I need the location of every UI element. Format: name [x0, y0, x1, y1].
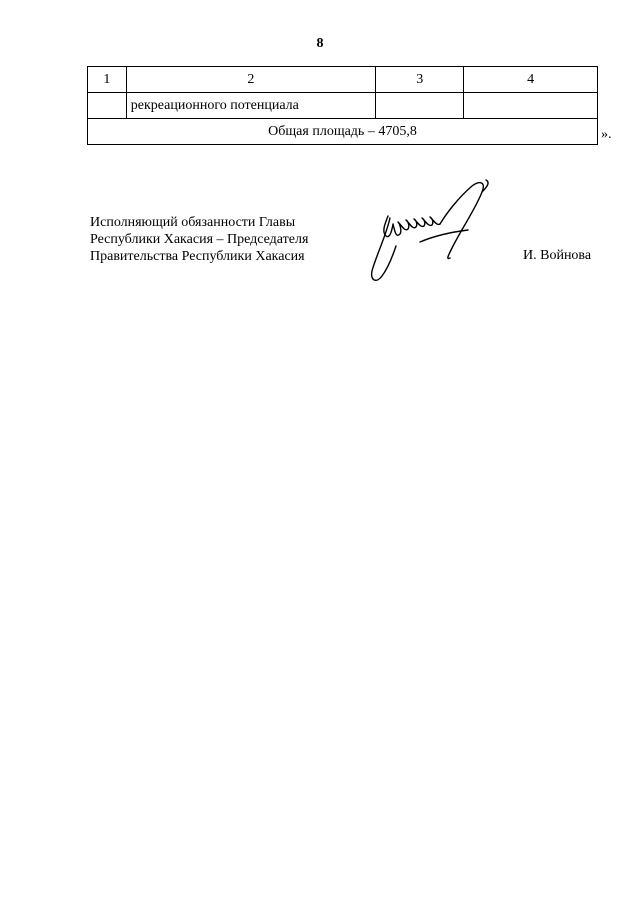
signer-name: И. Войнова [523, 248, 592, 263]
handwritten-signature [362, 176, 502, 291]
table-total-row [88, 119, 598, 145]
total-area: Общая площадь – 4705,8 [88, 119, 598, 145]
table-cell: рекреационного потенциала [126, 93, 375, 119]
table-row [88, 93, 598, 119]
table-header-row [88, 67, 598, 93]
table-header-cell: 3 [376, 67, 464, 93]
signer-title-line: Исполняющий обязанности Главы [90, 215, 296, 230]
table-cell [464, 93, 598, 119]
table-header-cell: 1 [88, 67, 127, 93]
signer-title-line: Правительства Республики Хакасия [90, 249, 305, 264]
page-number: 8 [316, 36, 324, 51]
table-header-cell: 2 [126, 67, 375, 93]
land-area-table [87, 66, 598, 145]
table-cell [88, 93, 127, 119]
signer-title-line: Республики Хакасия – Председателя [90, 232, 309, 247]
table-header-cell: 4 [464, 67, 598, 93]
closing-quote: ». [601, 127, 612, 142]
table-cell [376, 93, 464, 119]
signer-title [90, 214, 308, 265]
